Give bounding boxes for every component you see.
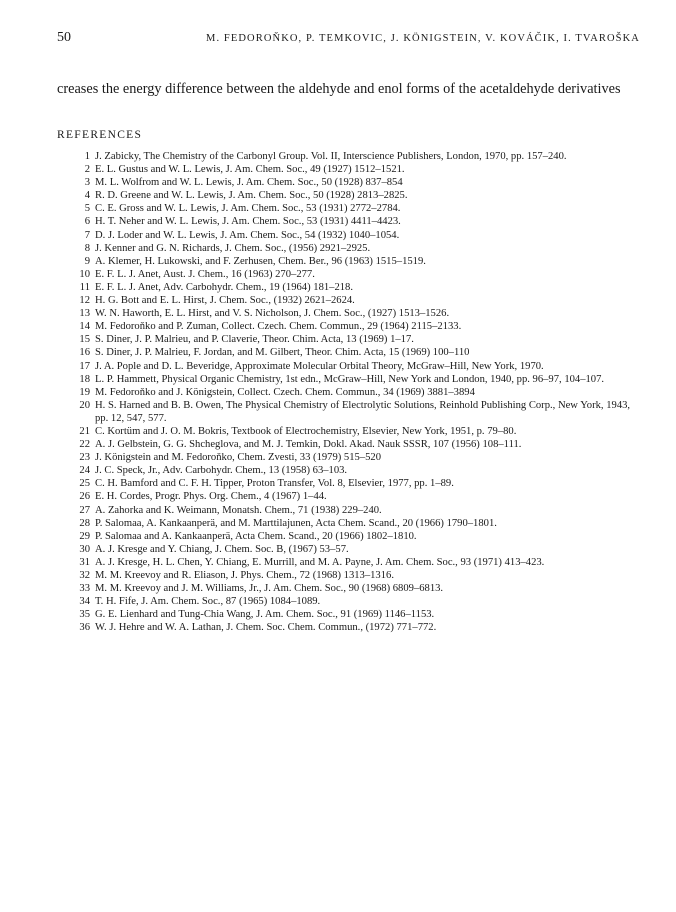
reference-number: 36 <box>79 622 90 634</box>
reference-item <box>72 294 632 307</box>
reference-number: 21 <box>79 425 90 437</box>
reference-item <box>72 556 632 569</box>
reference-text: S. Diner, J. P. Malrieu, F. Jordan, and M. Gilbert, Theor. Chim. Acta, 15 (1969) 100–110 <box>95 347 470 359</box>
reference-text: H. S. Harned and B. B. Owen, The Physical Chemistry of Electrolytic Solutions, Reinhold Publishing Corp., New York, 1943, pp. 12, 547, 577. <box>95 399 631 424</box>
reference-text: J. Kenner and G. N. Richards, J. Chem. Soc., (1956) 2921–2925. <box>95 242 371 254</box>
reference-number: 5 <box>84 203 90 215</box>
reference-number: 26 <box>79 491 90 503</box>
reference-item <box>72 490 632 503</box>
page-number: 50 <box>57 30 71 45</box>
reference-item <box>72 425 632 438</box>
reference-text: J. Zabicky, The Chemistry of the Carbonyl Group. Vol. II, Interscience Publishers, London, 1970, pp. 157–240. <box>95 151 567 162</box>
reference-text: E. L. Gustus and W. L. Lewis, J. Am. Chem. Soc., 49 (1927) 1512–1521. <box>95 164 405 176</box>
reference-number: 34 <box>79 596 90 608</box>
reference-item <box>72 621 632 634</box>
reference-item <box>72 582 632 595</box>
reference-text: P. Salomaa and A. Kankaanperä, Acta Chem. Scand., 20 (1966) 1802–1810. <box>95 530 417 542</box>
reference-text: D. J. Loder and W. L. Lewis, J. Am. Chem. Soc., 54 (1932) 1040–1054. <box>95 229 400 241</box>
reference-item <box>72 307 632 320</box>
reference-text: E. F. L. J. Anet, Adv. Carbohydr. Chem., 19 (1964) 181–218. <box>95 281 353 293</box>
reference-number: 12 <box>79 295 90 307</box>
reference-item <box>72 438 632 451</box>
reference-number: 27 <box>79 504 90 516</box>
reference-number: 1 <box>84 151 90 162</box>
reference-item <box>72 189 632 202</box>
reference-text: E. F. L. J. Anet, Aust. J. Chem., 16 (1963) 270–277. <box>95 268 315 280</box>
reference-item <box>72 346 632 359</box>
reference-number: 17 <box>79 360 90 372</box>
reference-number: 20 <box>79 399 90 411</box>
reference-text: M. L. Wolfrom and W. L. Lewis, J. Am. Chem. Soc., 50 (1928) 837–854 <box>95 177 403 189</box>
reference-number: 8 <box>84 242 90 254</box>
reference-text: W. J. Hehre and W. A. Lathan, J. Chem. Soc. Chem. Commun., (1972) 771–772. <box>95 622 437 634</box>
reference-number: 6 <box>84 216 90 228</box>
reference-text: H. G. Bott and E. L. Hirst, J. Chem. Soc., (1932) 2621–2624. <box>95 295 355 307</box>
reference-text: J. A. Pople and D. L. Beveridge, Approximate Molecular Orbital Theory, McGraw–Hill, New York, 1970. <box>95 360 544 372</box>
reference-item <box>72 163 632 176</box>
reference-text: C. Kortüm and J. O. M. Bokris, Textbook of Electrochemistry, Elsevier, New York, 1951, p. 79–80. <box>95 425 517 437</box>
reference-item <box>72 477 632 490</box>
reference-text: L. P. Hammett, Physical Organic Chemistry, 1st edn., McGraw–Hill, New York and London, 1940, pp. 96–97, 104–107. <box>95 373 605 385</box>
reference-number: 19 <box>79 386 90 398</box>
reference-item <box>72 320 632 333</box>
reference-number: 22 <box>79 439 90 451</box>
reference-text: S. Diner, J. P. Malrieu, and P. Claverie, Theor. Chim. Acta, 13 (1969) 1–17. <box>95 334 414 346</box>
reference-item <box>72 281 632 294</box>
reference-text: C. E. Gross and W. L. Lewis, J. Am. Chem. Soc., 53 (1931) 2772–2784. <box>95 203 401 215</box>
reference-item <box>72 517 632 530</box>
reference-item <box>72 268 632 281</box>
reference-text: C. H. Bamford and C. F. H. Tipper, Proton Transfer, Vol. 8, Elsevier, 1977, pp. 1–89. <box>95 478 454 490</box>
reference-item <box>72 464 632 477</box>
reference-number: 33 <box>79 583 90 595</box>
reference-text: A. J. Gelbstein, G. G. Shcheglova, and M. J. Temkin, Dokl. Akad. Nauk SSSR, 107 (1956) 108–111. <box>95 439 522 451</box>
reference-text: A. J. Kresge and Y. Chiang, J. Chem. Soc. B, (1967) 53–57. <box>95 543 349 555</box>
reference-item <box>72 202 632 215</box>
reference-number: 25 <box>79 478 90 490</box>
running-head-authors: M. FEDOROŇKO, P. TEMKOVIC, J. KÖNIGSTEIN, V. KOVÁČIK, I. TVAROŠKA <box>206 33 640 44</box>
reference-number: 28 <box>79 517 90 529</box>
reference-number: 18 <box>79 373 90 385</box>
reference-text: A. Zahorka and K. Weimann, Monatsh. Chem., 71 (1938) 229–240. <box>95 504 382 516</box>
reference-text: H. T. Neher and W. L. Lewis, J. Am. Chem. Soc., 53 (1931) 4411–4423. <box>95 216 401 228</box>
page-header <box>57 30 640 46</box>
reference-item <box>72 530 632 543</box>
reference-text: R. D. Greene and W. L. Lewis, J. Am. Chem. Soc., 50 (1928) 2813–2825. <box>95 190 408 202</box>
reference-number: 29 <box>79 530 90 542</box>
reference-item <box>72 373 632 386</box>
reference-number: 31 <box>79 556 90 568</box>
reference-number: 9 <box>84 255 90 267</box>
reference-number: 14 <box>79 321 90 333</box>
reference-text: T. H. Fife, J. Am. Chem. Soc., 87 (1965) 1084–1089. <box>95 596 321 608</box>
reference-item <box>72 595 632 608</box>
reference-item <box>72 360 632 373</box>
reference-text: A. Klemer, H. Lukowski, and F. Zerhusen, Chem. Ber., 96 (1963) 1515–1519. <box>95 255 426 267</box>
reference-text: M. M. Kreevoy and J. M. Williams, Jr., J. Am. Chem. Soc., 90 (1968) 6809–6813. <box>95 583 444 595</box>
references-heading: REFERENCES <box>57 129 143 141</box>
reference-number: 32 <box>79 570 90 581</box>
reference-item <box>72 242 632 255</box>
reference-text: J. C. Speck, Jr., Adv. Carbohydr. Chem., 13 (1958) 63–103. <box>95 465 348 477</box>
body-text-continuation: creases the energy difference between the aldehyde and enol forms of the acetaldehyde derivatives <box>57 81 621 97</box>
references-list <box>72 150 632 634</box>
reference-number: 23 <box>79 452 90 464</box>
reference-number: 4 <box>84 190 90 202</box>
reference-text: W. N. Haworth, E. L. Hirst, and V. S. Nicholson, J. Chem. Soc., (1927) 1513–1526. <box>95 308 450 320</box>
reference-item <box>72 386 632 399</box>
reference-number: 24 <box>79 465 90 477</box>
reference-item <box>72 399 632 425</box>
reference-item <box>72 569 632 582</box>
reference-text: A. J. Kresge, H. L. Chen, Y. Chiang, E. Murrill, and M. A. Payne, J. Am. Chem. Soc., 93 (1971) 413–423. <box>95 556 545 568</box>
reference-item <box>72 229 632 242</box>
reference-text: J. Königstein and M. Fedoroňko, Chem. Zvesti, 33 (1979) 515–520 <box>95 452 382 464</box>
reference-text: E. H. Cordes, Progr. Phys. Org. Chem., 4 (1967) 1–44. <box>95 491 327 503</box>
reference-text: M. M. Kreevoy and R. Eliason, J. Phys. Chem., 72 (1968) 1313–1316. <box>95 570 394 581</box>
reference-number: 16 <box>79 347 90 359</box>
reference-number: 30 <box>79 543 90 555</box>
reference-text: M. Fedoroňko and P. Zuman, Collect. Czech. Chem. Commun., 29 (1964) 2115–2133. <box>95 321 462 333</box>
reference-number: 2 <box>84 164 90 176</box>
reference-item <box>72 504 632 517</box>
reference-number: 11 <box>79 281 90 293</box>
reference-item <box>72 543 632 556</box>
reference-item <box>72 451 632 464</box>
reference-number: 10 <box>79 268 90 280</box>
reference-text: P. Salomaa, A. Kankaanperä, and M. Marttilajunen, Acta Chem. Scand., 20 (1966) 1790–1801. <box>95 517 497 529</box>
reference-item <box>72 333 632 346</box>
reference-number: 15 <box>79 334 90 346</box>
reference-item <box>72 150 632 163</box>
reference-number: 13 <box>79 308 90 320</box>
reference-item <box>72 176 632 189</box>
reference-number: 35 <box>79 609 90 621</box>
reference-item <box>72 215 632 228</box>
reference-item <box>72 608 632 621</box>
reference-text: M. Fedoroňko and J. Königstein, Collect. Czech. Chem. Commun., 34 (1969) 3881–3894 <box>95 386 475 398</box>
reference-number: 7 <box>84 229 90 241</box>
reference-number: 3 <box>84 177 90 189</box>
reference-item <box>72 255 632 268</box>
reference-text: G. E. Lienhard and Tung-Chia Wang, J. Am. Chem. Soc., 91 (1969) 1146–1153. <box>95 609 435 621</box>
